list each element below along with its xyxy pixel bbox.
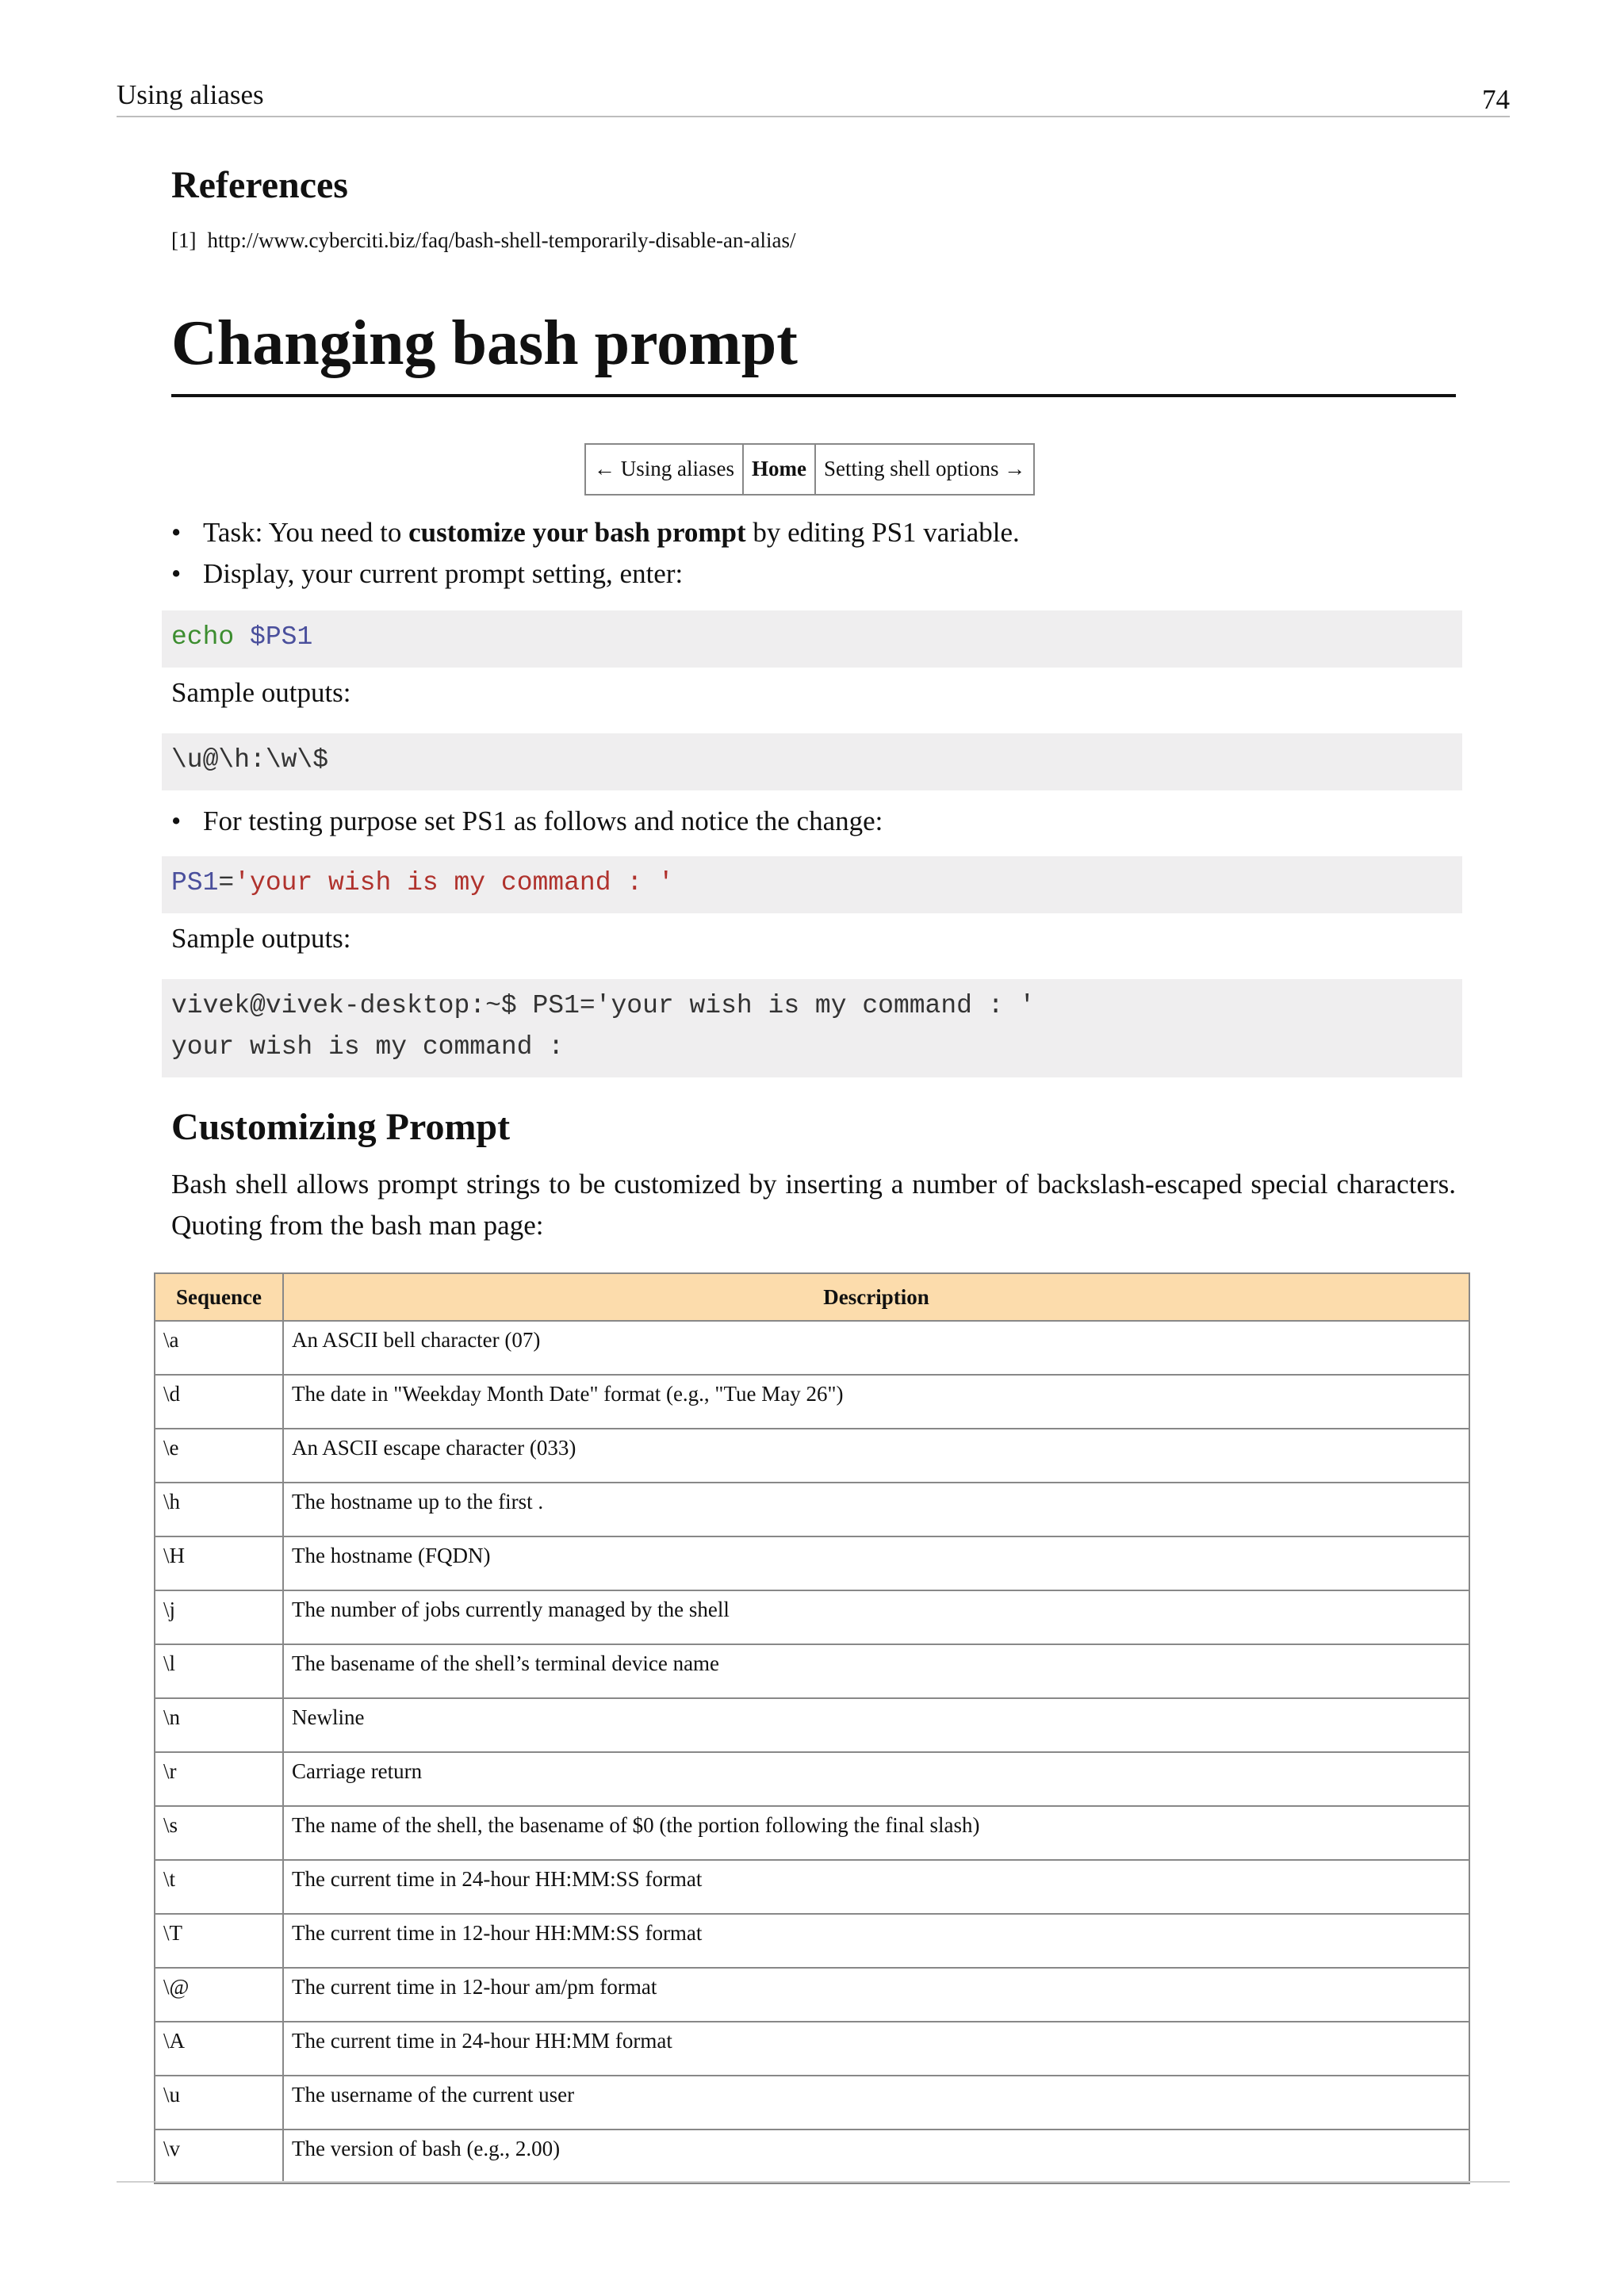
nav-prev-link[interactable]: ← Using aliases: [586, 445, 744, 494]
table-row: [155, 1590, 1469, 1644]
table-row: [155, 1914, 1469, 1968]
description-cell: The version of bash (e.g., 2.00): [283, 2130, 1469, 2183]
sequence-cell: \e: [155, 1429, 283, 1483]
page-number: 74: [1482, 84, 1510, 115]
table-row: [155, 1536, 1469, 1590]
table-row: [155, 2076, 1469, 2130]
sequence-cell: \T: [155, 1914, 283, 1968]
description-cell: Carriage return: [283, 1752, 1469, 1806]
table-row: [155, 1860, 1469, 1914]
table-row: [155, 2022, 1469, 2076]
table-row: [155, 1375, 1469, 1429]
sequence-cell: \v: [155, 2130, 283, 2183]
code-line: \u@\h:\w\$: [171, 745, 329, 775]
code-keyword: echo: [171, 622, 235, 652]
description-cell: The hostname (FQDN): [283, 1536, 1469, 1590]
sequence-cell: \l: [155, 1644, 283, 1698]
section-heading: Customizing Prompt: [171, 1106, 511, 1148]
header-section-title: Using aliases: [117, 79, 264, 110]
chapter-title: Changing bash prompt: [171, 308, 1456, 397]
sample-outputs-label: Sample outputs:: [171, 677, 351, 708]
reference-number: [1]: [171, 228, 197, 252]
table-row: [155, 1321, 1469, 1375]
escape-sequence-table: [154, 1272, 1470, 2184]
reference-link[interactable]: http://www.cyberciti.biz/faq/bash-shell-temporarily-disable-an-alias/: [207, 228, 796, 252]
code-block-ps1-output: [162, 733, 1462, 790]
description-cell: The current time in 24-hour HH:MM format: [283, 2022, 1469, 2076]
reference-item: [171, 228, 795, 253]
description-cell: The current time in 24-hour HH:MM:SS format: [283, 1860, 1469, 1914]
table-row: [155, 1483, 1469, 1536]
code-line: your wish is my command :: [171, 1032, 565, 1062]
description-cell: The current time in 12-hour am/pm format: [283, 1968, 1469, 2022]
description-cell: The number of jobs currently managed by the shell: [283, 1590, 1469, 1644]
table-row: [155, 1968, 1469, 2022]
code-block-echo: [162, 610, 1462, 668]
table-row: [155, 1806, 1469, 1860]
table-body: [155, 1321, 1469, 2183]
sequence-cell: \@: [155, 1968, 283, 2022]
list-item: • Display, your current prompt setting, enter:: [171, 553, 1456, 595]
chapter-navigation: [584, 443, 1035, 496]
table-row: [155, 1644, 1469, 1698]
description-cell: An ASCII bell character (07): [283, 1321, 1469, 1375]
footer-divider: [117, 2181, 1510, 2183]
column-header-sequence: Sequence: [155, 1273, 283, 1321]
sequence-cell: \n: [155, 1698, 283, 1752]
sequence-cell: \r: [155, 1752, 283, 1806]
description-cell: The hostname up to the first .: [283, 1483, 1469, 1536]
nav-home-link[interactable]: Home: [744, 445, 816, 494]
code-block-set-ps1: PS1='your wish is my command : ': [162, 856, 1462, 913]
list-item: • Task: You need to customize your bash prompt by editing PS1 variable.: [171, 512, 1456, 553]
code-string: 'your wish is my command : ': [234, 868, 674, 897]
table-row: [155, 1698, 1469, 1752]
sequence-cell: \a: [155, 1321, 283, 1375]
code-line: vivek@vivek-desktop:~$ PS1='your wish is my command : ': [171, 991, 1036, 1020]
sequence-cell: \A: [155, 2022, 283, 2076]
table-row: [155, 1752, 1469, 1806]
nav-next-link[interactable]: Setting shell options →: [823, 457, 1026, 480]
description-cell: The username of the current user: [283, 2076, 1469, 2130]
list-item: • For testing purpose set PS1 as follows and notice the change:: [171, 801, 1456, 842]
table-header-row: [155, 1273, 1469, 1321]
references-heading: References: [171, 164, 348, 206]
intro-list: [171, 512, 1456, 595]
testing-list: [171, 801, 1456, 842]
running-header: [117, 76, 1510, 117]
code-block-terminal-output: [162, 979, 1462, 1077]
description-cell: An ASCII escape character (033): [283, 1429, 1469, 1483]
table-row: [155, 1429, 1469, 1483]
sample-outputs-label: Sample outputs:: [171, 923, 351, 954]
sequence-cell: \j: [155, 1590, 283, 1644]
sequence-cell: \H: [155, 1536, 283, 1590]
code-variable: PS1: [171, 868, 219, 897]
sequence-cell: \h: [155, 1483, 283, 1536]
emphasis: customize your bash prompt: [408, 517, 746, 548]
column-header-description: Description: [283, 1273, 1469, 1321]
sequence-cell: \d: [155, 1375, 283, 1429]
section-paragraph: Bash shell allows prompt strings to be customized by inserting a number of backslash-escaped special characters. Quoting from the bash man page:: [171, 1169, 1456, 1241]
code-variable: $PS1: [250, 622, 313, 652]
description-cell: The basename of the shell’s terminal device name: [283, 1644, 1469, 1698]
sequence-cell: \t: [155, 1860, 283, 1914]
description-cell: The date in "Weekday Month Date" format (e.g., "Tue May 26"): [283, 1375, 1469, 1429]
sequence-cell: \u: [155, 2076, 283, 2130]
description-cell: Newline: [283, 1698, 1469, 1752]
sequence-cell: \s: [155, 1806, 283, 1860]
description-cell: The current time in 12-hour HH:MM:SS format: [283, 1914, 1469, 1968]
table-row: [155, 2130, 1469, 2183]
description-cell: The name of the shell, the basename of $0 (the portion following the final slash): [283, 1806, 1469, 1860]
